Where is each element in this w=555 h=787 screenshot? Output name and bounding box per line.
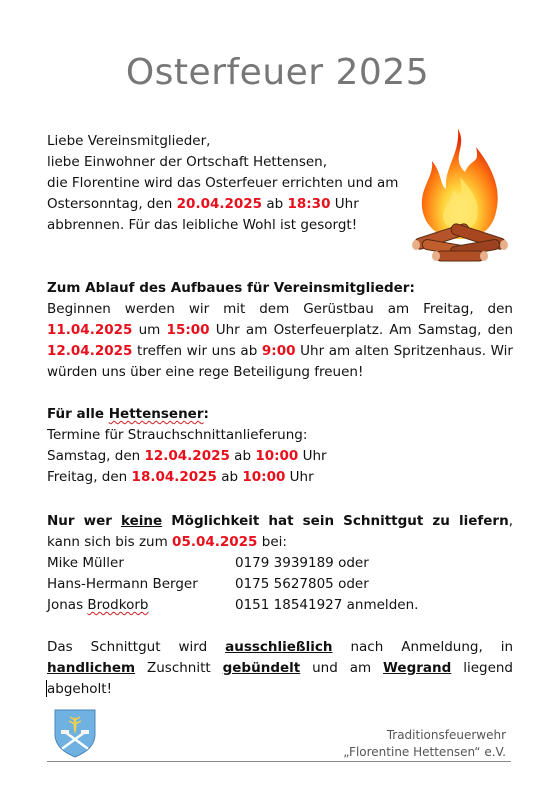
schnitt-paragraph: Nur wer keine Möglichkeit hat sein Schnittgut zu liefern, kann sich bis zum 05.04.2025 bei: (47, 513, 513, 550)
footer-divider (47, 761, 511, 762)
bonfire-icon (410, 127, 510, 267)
event-time: 18:30 (287, 196, 331, 212)
footer-line1: Traditionsfeuerwehr (386, 728, 506, 742)
intro-block (47, 131, 398, 236)
contact-row: Mike Müller 0179 3939189 oder (47, 555, 369, 571)
hettensener-section (47, 404, 327, 488)
intro-line: die Florentine wird das Osterfeuer errichten und am (47, 175, 399, 191)
contact-row: Jonas Brodkorb 0151 18541927 anmelden. (47, 597, 419, 613)
schnitt-section (47, 511, 513, 553)
intro-line: liebe Einwohner der Ortschaft Hettensen, (47, 154, 328, 170)
event-date: 20.04.2025 (176, 196, 263, 212)
page-title: Osterfeuer 2025 (125, 52, 430, 93)
schedule-intro: Termine für Strauchschnittanlieferung: (47, 427, 308, 443)
intro-line: Liebe Vereinsmitglieder, (47, 133, 211, 149)
text-cursor (46, 680, 47, 697)
schedule-line: Samstag, den 12.04.2025 ab 10:00 Uhr (47, 448, 327, 464)
schedule-line: Freitag, den 18.04.2025 ab 10:00 Uhr (47, 469, 314, 485)
contact-row: Hans-Hermann Berger 0175 5627805 oder (47, 576, 369, 592)
footer-org (343, 727, 506, 761)
section-heading: Für alle Hettensener: (47, 406, 209, 422)
coat-of-arms-icon (52, 708, 98, 758)
footer-line2: „Florentine Hettensen“ e.V. (343, 745, 506, 759)
aufbau-paragraph: Beginnen werden wir mit dem Gerüstbau am Freitag, den 11.04.2025 um 15:00 Uhr am Osterfeuerplatz. Am Samstag, den 12.04.2025 treffen wir uns ab 9:00 Uhr am alten Spritzenhaus. Wir würden uns über eine rege Beteiligung freuen! (47, 301, 513, 380)
intro-line: abbrennen. Für das leibliche Wohl ist gesorgt! (47, 217, 358, 233)
intro-line: Ostersonntag, den 20.04.2025 ab 18:30 Uhr (47, 196, 359, 212)
section-heading: Zum Ablauf des Aufbaues für Vereinsmitglieder: (47, 280, 415, 296)
closing-paragraph: Das Schnittgut wird ausschließlich nach Anmeldung, in handlichem Zuschnitt gebündelt und am Wegrand liegend abgeholt! (47, 639, 514, 697)
contact-list (47, 553, 513, 616)
aufbau-section (47, 278, 513, 383)
